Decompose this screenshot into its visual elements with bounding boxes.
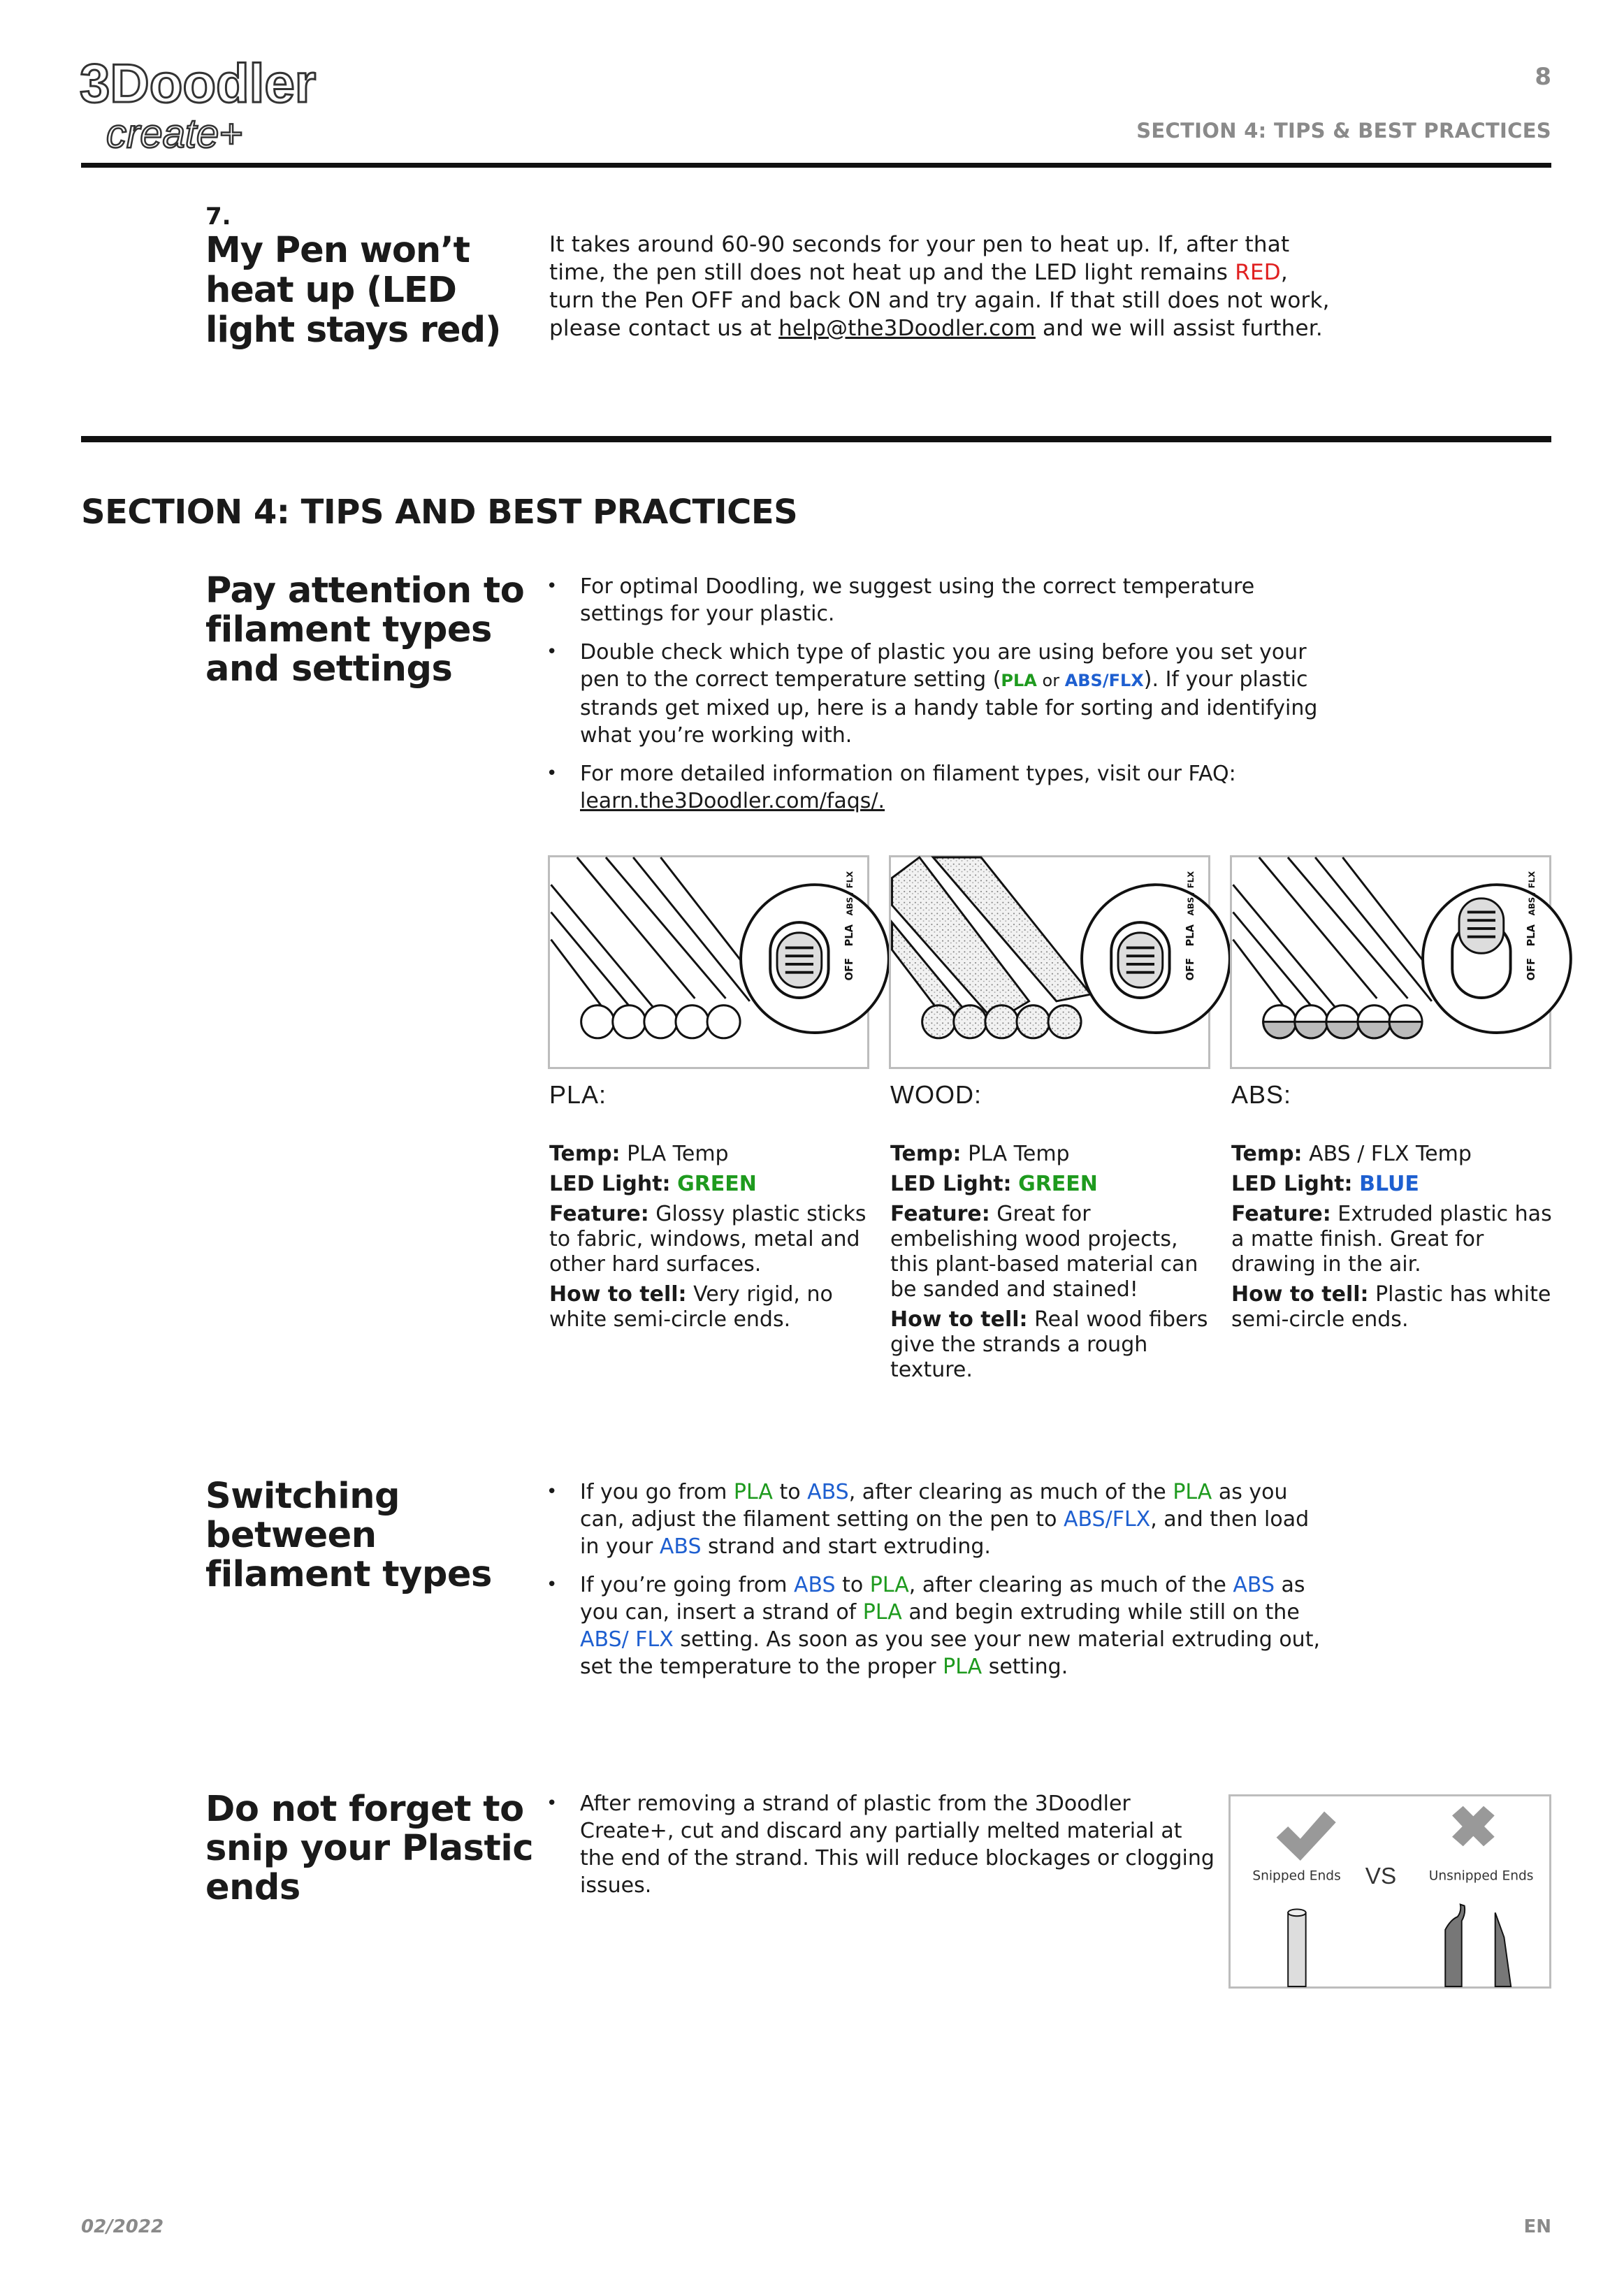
switching-list [545, 1478, 1335, 1692]
wood-title: WOOD: [890, 1080, 982, 1109]
abs-strands-illustration [1232, 857, 1549, 1067]
red-led-word: RED [1235, 260, 1281, 285]
snipped-label: Snipped Ends [1252, 1868, 1341, 1884]
faq-body-end: and we will assist further. [1035, 316, 1323, 341]
pla-info [549, 1142, 878, 1337]
faq-body [549, 231, 1339, 342]
abs-title: ABS: [1231, 1080, 1292, 1109]
faq-body-text-2: , turn the Pen OFF and back ON and try again. If that still does not work, please contact us at [549, 260, 1330, 341]
abs-filament-image [1230, 855, 1551, 1069]
page-number: 8 [1535, 63, 1551, 91]
wood-info [890, 1142, 1219, 1388]
svg-text:PLA: PLA [843, 924, 855, 947]
cross-icon [1452, 1806, 1495, 1847]
svg-text:ABS / FLX: ABS / FLX [1185, 871, 1196, 916]
abs-how-to-tell: How to tell: Plastic has white semi-circle ends. [1231, 1282, 1551, 1332]
bullet-text: For optimal Doodling, we suggest using the correct temperature settings for your plastic. [580, 574, 1255, 626]
abs-led: LED Light: BLUE [1231, 1172, 1419, 1196]
svg-text:PLA: PLA [1525, 924, 1537, 947]
header-section-title: SECTION 4: TIPS & BEST PRACTICES [1136, 119, 1551, 143]
brand-logo [78, 52, 317, 158]
check-icon [1277, 1812, 1336, 1861]
or-text: or [1036, 671, 1065, 690]
svg-text:OFF: OFF [1525, 957, 1537, 981]
vs-label: VS [1365, 1863, 1397, 1890]
faq-number: 7. [205, 203, 231, 231]
wood-feature: Feature: Great for embelishing wood projects, this plant-based material can be sanded and stained! [890, 1202, 1198, 1302]
support-email-link[interactable]: help@the3Doodler.com [778, 316, 1036, 341]
pla-feature: Feature: Glossy plastic sticks to fabric, windows, metal and other hard surfaces. [549, 1202, 867, 1277]
unsnipped-label: Unsnipped Ends [1428, 1868, 1534, 1884]
svg-text:PLA: PLA [1184, 924, 1196, 947]
pla-label: PLA [1001, 671, 1037, 690]
list-item: • If you’re going from ABS to PLA, after clearing as much of the ABS as you can, insert a strand of PLA and begin extruding while still on the ABS/ FLX setting. As soon as you see your new material extruding out, set the temperature to the proper PLA setting. [545, 1571, 1335, 1680]
section-divider [81, 436, 1551, 442]
list-item [545, 760, 1335, 815]
pla-strands-illustration [550, 857, 867, 1067]
footer-date: 02/2022 [81, 2216, 164, 2237]
list-item [545, 1790, 1216, 1899]
wood-how-to-tell: How to tell: Real wood fibers give the strands a rough texture. [890, 1307, 1208, 1382]
pla-title: PLA: [549, 1080, 607, 1109]
svg-text:ABS / FLX: ABS / FLX [1526, 871, 1537, 916]
svg-text:OFF: OFF [843, 957, 855, 981]
abs-info [1231, 1142, 1560, 1337]
list-item: • If you go from PLA to ABS, after clearing as much of the PLA as you can, adjust the filament setting on the pen to ABS/FLX, and then load in your ABS strand and start extruding. [545, 1478, 1335, 1560]
snip-list [545, 1790, 1216, 1910]
pla-how-to-tell: How to tell: Very rigid, no white semi-circle ends. [549, 1282, 833, 1332]
abs-feature: Feature: Extruded plastic has a matte finish. Great for drawing in the air. [1231, 1202, 1552, 1277]
logo-text-bottom: create+ [106, 111, 243, 157]
list-item [545, 573, 1335, 627]
pla-temp: Temp: PLA Temp [549, 1142, 729, 1166]
list-item [545, 639, 1335, 749]
abs-flx-label: ABS/FLX [1064, 671, 1144, 690]
pla-led: LED Light: GREEN [549, 1172, 757, 1196]
section-title: SECTION 4: TIPS AND BEST PRACTICES [81, 493, 798, 532]
filament-heading: Pay attention to filament types and settings [205, 570, 525, 690]
bullet-text: Double check which type of plastic you are using before you set your pen to the correct temperature setting ( [580, 640, 1307, 692]
filament-tips-list [545, 573, 1335, 826]
wood-strands-illustration [891, 857, 1208, 1067]
faq-link[interactable]: learn.the3Doodler.com/faqs/. [580, 789, 885, 813]
snip-heading: Do not forget to snip your Plastic ends [205, 1789, 534, 1908]
svg-text:OFF: OFF [1184, 957, 1196, 981]
footer-language: EN [1523, 2216, 1551, 2237]
faq-title: My Pen won’t heat up (LED light stays red) [205, 230, 501, 351]
svg-text:ABS / FLX: ABS / FLX [844, 871, 855, 916]
bullet-text: For more detailed information on filament types, visit our FAQ: [580, 762, 1236, 786]
bullet-text: After removing a strand of plastic from the 3Doodler Create+, cut and discard any partially melted material at the end of the strand. This will reduce blockages or clogging issues. [580, 1792, 1215, 1898]
logo-text-top: 3Doodler [80, 52, 317, 114]
wood-filament-image [889, 855, 1210, 1069]
bullet-text: ). If your plastic strands get mixed up, here is a handy table for sorting and identifying what you’re working with. [580, 667, 1318, 748]
snip-comparison-image [1228, 1794, 1551, 1989]
switching-heading: Switching between filament types [205, 1476, 492, 1595]
pla-filament-image [548, 855, 869, 1069]
wood-led: LED Light: GREEN [890, 1172, 1098, 1196]
faq-body-text: It takes around 60-90 seconds for your pen to heat up. If, after that time, the pen still does not heat up and the LED light remains [549, 232, 1290, 285]
wood-temp: Temp: PLA Temp [890, 1142, 1070, 1166]
header-divider [81, 163, 1551, 168]
abs-temp: Temp: ABS / FLX Temp [1231, 1142, 1472, 1166]
